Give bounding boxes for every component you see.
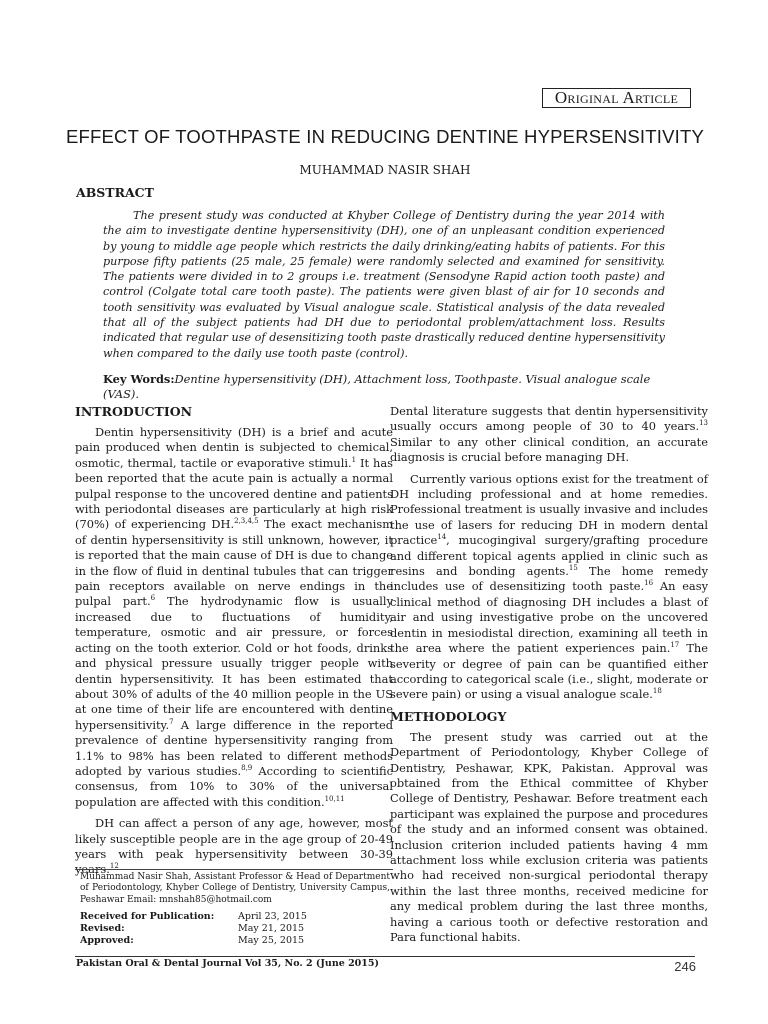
citation: 13 — [699, 419, 708, 428]
publication-dates — [80, 911, 380, 946]
journal-citation: Pakistan Oral & Dental Journal Vol 35, No. 2 (June 2015) — [76, 958, 380, 969]
article-title: EFFECT OF TOOTHPASTE IN REDUCING DENTINE HYPERSENSITIVITY — [65, 126, 705, 147]
footer-divider — [75, 956, 695, 957]
citation: 16 — [644, 579, 654, 588]
citation: 6 — [150, 594, 156, 603]
citation: 15 — [568, 564, 578, 573]
methodology-heading: METHODOLOGY — [390, 708, 507, 724]
author-name: MUHAMMAD NASIR SHAH — [299, 163, 471, 177]
keywords-label: Key Words: — [103, 372, 175, 386]
intro-paragraph-3: Dental literature suggests that dentin hypersensitivity usually occurs among people of 30 to 40 years.$^{13}$ Similar to any other clinical condition, an accurate diagnosis is crucial before managing DH. — [390, 404, 708, 465]
revised-date: May 21, 2015 — [238, 922, 305, 934]
received-label: Received for Publication: — [80, 911, 215, 922]
introduction-heading: INTRODUCTION — [75, 404, 193, 419]
keywords-text: Dentine hypersensitivity (DH), Attachment loss, Toothpaste. Visual analogue scale (VAS). — [103, 372, 651, 401]
citation: 14 — [437, 533, 447, 542]
approved-label: Approved: — [80, 934, 134, 946]
citation: 12 — [109, 862, 119, 871]
keywords — [103, 372, 683, 402]
abstract-heading: ABSTRACT — [76, 185, 154, 200]
footnote-divider — [75, 869, 393, 870]
citation: 18 — [652, 687, 662, 696]
author-affiliation: Muhammad Nasir Shah, Assistant Professor & Head of Department of Periodontology, Khyber College of Dentistry, University Campus, Peshawar Email: mnshah85@hotmail.com — [80, 872, 390, 905]
citation: 10,11 — [324, 794, 345, 803]
intro-paragraph-2: DH can affect a person of any age, however, most likely susceptible people are in the age group of 20-49 years with peak hypersensitivity between 30-39 years.$^{12}$ — [75, 816, 393, 877]
citation: 2,3,4,5 — [234, 517, 259, 526]
article-type-label: Original Article — [542, 88, 691, 108]
abstract-text: The present study was conducted at Khyber College of Dentistry during the year 2014 with the aim to investigate dentine hypersensitivity (DH), one of an unpleasant condition experienced by young to middle age people which restricts the daily drinking/eating habits of patients. For this purpose fifty patients (25 male, 25 female) were randomly selected and examined for sensitivity. The patients were divided in to 2 groups i.e. treatment (Sensodyne Rapid action tooth paste) and control (Colgate total care tooth paste). The patients were given blast of air for 10 seconds and tooth sensitivity was evaluated by Visual analogue scale. Statistical analysis of the data revealed that all of the subject patients had DH due to periodontal problem/attachment loss. Results indicated that regular use of desensitizing tooth paste drastically reduced dentine hypersensitivity when compared to the daily use tooth paste (control). — [103, 209, 665, 360]
right-column — [390, 404, 708, 951]
page-number: 246 — [674, 959, 696, 974]
citation: 17 — [670, 641, 680, 650]
left-column — [75, 404, 393, 884]
approved-date: May 25, 2015 — [238, 934, 305, 946]
citation: 1 — [351, 456, 357, 465]
intro-paragraph-4: Currently various options exist for the treatment of DH including professional and at home remedies. Professional treatment is usually invasive and includes the use of lasers for reducing DH in modern dental practice$^{14}$, mucogingival surgery/grafting procedure and different topical agents applied in clinic such as resins and bonding agents.$^{15}$ The home remedy includes use of desensitizing tooth paste.$^{16}$ An easy clinical method of diagnosing DH includes a blast of air and using investigative probe on the uncovered dentin in mesiodistal direction, examining all teeth in the area where the patient experiences pain.$^{17}$ The severity or degree of pain can be quantified either according to categorical scale (i.e., slight, moderate or severe pain) or using a visual analogue scale.$^{18}$ — [390, 471, 709, 702]
revised-label: Revised: — [80, 922, 125, 934]
received-date: April 23, 2015 — [238, 911, 307, 922]
citation: 8,9 — [241, 764, 253, 773]
citation: 7 — [169, 717, 174, 726]
methodology-paragraph-1: The present study was carried out at the Department of Periodontology, Khyber College of Dentistry, Peshawar, KPK, Pakistan. Approval was obtained from the Ethical committee of Khyber College of Dentistry, Peshawar. Before treatment each participant was explained the purpose and procedures of the study and an informed consent was obtained. Inclusion criterion included patients having 4 mm attachment loss while exclusion criteria was patients who had received non-surgical periodontal therapy within the last three months, received medicine for any medical problem during the last three months, having a carious tooth or defective restoration and Para functional habits. — [390, 729, 708, 944]
intro-paragraph-1: Dentin hypersensitivity (DH) is a brief and acute pain produced when dentin is subjected to chemical, osmotic, thermal, tactile or evaporative stimuli.$^1$ It has been reported that the acute pain is actually a normal pulpal response to the uncovered dentine and patients with periodontal diseases are particularly at high risk (70%) of experiencing DH.$^{2,3,4,5}$ The exact mechanism of dentin hypersensitivity is still unknown, however, it is reported that the main cause of DH is due to change in the flow of fluid in dentinal tubules that can trigger pain receptors available on nerve endings in the pulpal part.$^6$ The hydrodynamic flow is usually increased due to fluctuations of humidity, temperature, osmotic and air pressure, or forces acting on the tooth exterior. Cold or hot foods, drinks and physical pressure usually trigger people with dentin hypersensitivity. It has been estimated that about 30% of adults of the 40 million people in the US at one time of their life are encountered with dentine hypersensitivity.$^7$ A large difference in the reported prevalence of dentine hypersensitivity ranging from 1.1% to 98% has been related to different methods adopted by various studies.$^{8,9}$ According to scientific consensus, from 10% to 30% of the universal population are affected with this condition.$^{10,11}$ — [75, 425, 394, 809]
